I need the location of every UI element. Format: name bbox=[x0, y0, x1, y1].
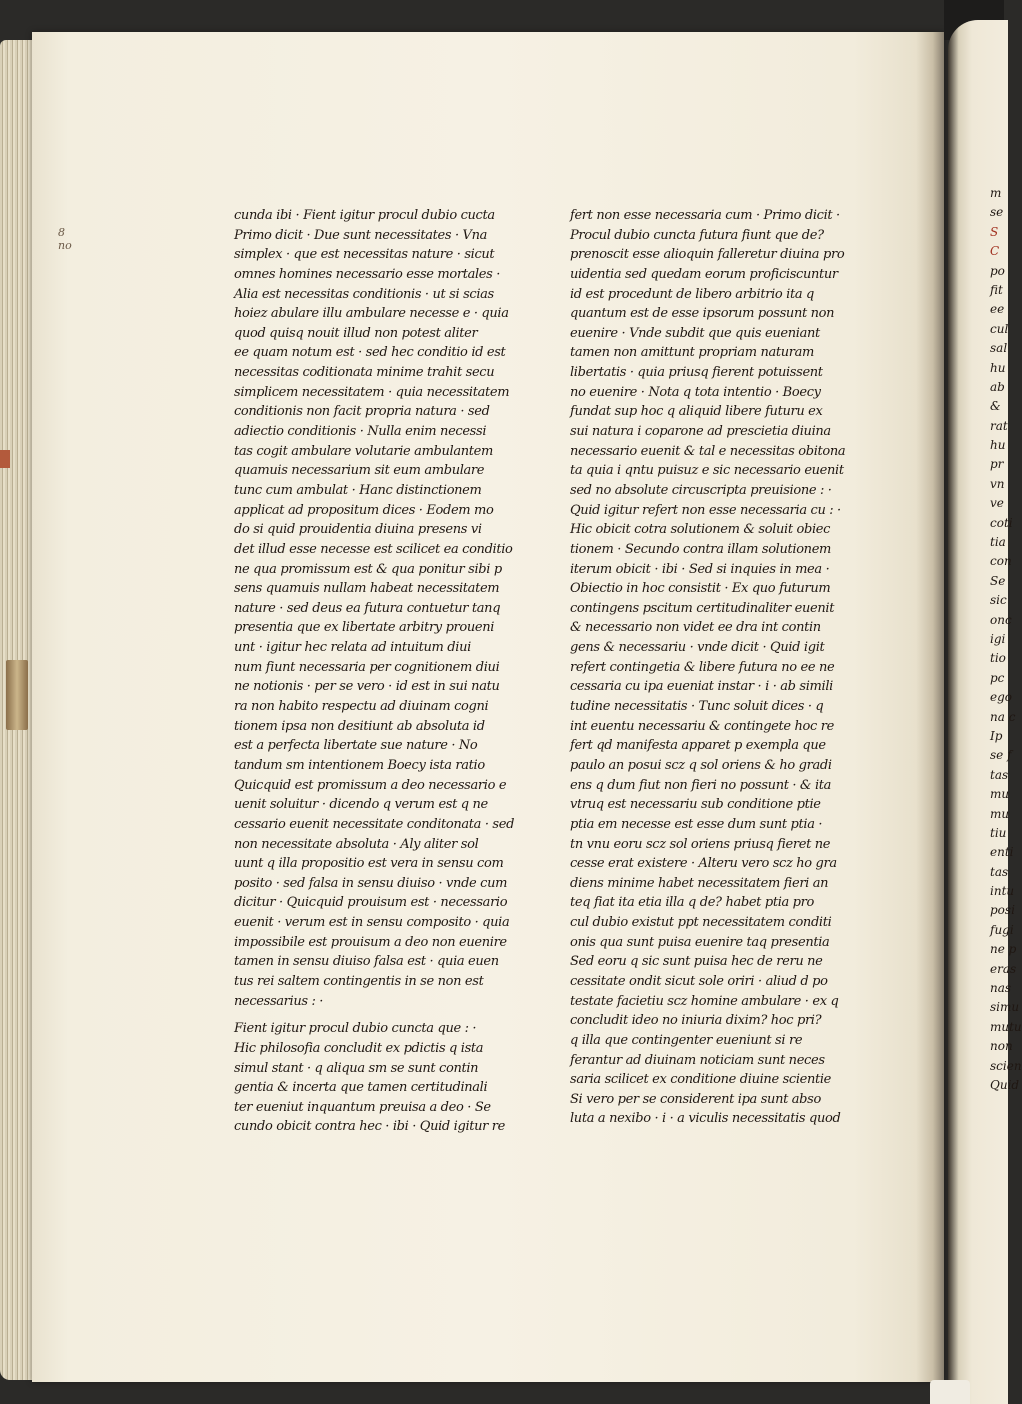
leather-strap bbox=[6, 660, 28, 730]
text-line: impossibile est prouisum a deo non euenire bbox=[234, 934, 507, 950]
text-line: diens minime habet necessitatem fieri an bbox=[570, 875, 829, 891]
facing-page-fragment: tia bbox=[990, 535, 1006, 550]
text-line: cessario euenit necessitate conditonata · sed bbox=[234, 816, 515, 832]
facing-page-fragment: se f bbox=[990, 748, 1012, 763]
facing-page-fragment: onc bbox=[990, 612, 1012, 627]
text-line: cessitate ondit sicut sole oriri · aliud d po bbox=[570, 973, 828, 989]
facing-page-fragment: simu bbox=[990, 1000, 1020, 1015]
text-line: libertatis · quia priusq fierent potuissent bbox=[570, 365, 823, 381]
text-line: gentia & incerta que tamen certitudinali bbox=[234, 1080, 488, 1096]
facing-page-fragment: tas bbox=[990, 767, 1009, 782]
facing-page-fragment: tio bbox=[990, 651, 1006, 666]
text-line: quamuis necessarium sit eum ambulare bbox=[234, 463, 485, 479]
facing-page-fragment: pr bbox=[990, 457, 1004, 472]
text-line: euenire · Vnde subdit que quis eueniant bbox=[570, 325, 820, 341]
page-gutter bbox=[916, 32, 944, 1382]
facing-page-fragment: vn bbox=[990, 476, 1005, 491]
facing-page-fragment: intu bbox=[990, 884, 1015, 899]
facing-page-fragment: fit bbox=[990, 282, 1003, 297]
facing-page-fragment: mutu bbox=[990, 1019, 1022, 1034]
facing-page-fragment: ego bbox=[990, 690, 1013, 705]
text-line: omnes homines necessario esse mortales · bbox=[234, 266, 501, 282]
text-line: cessaria cu ipa eueniat instar · i · ab simili bbox=[570, 679, 833, 695]
text-line: no euenire · Nota q tota intentio · Boecy bbox=[570, 384, 821, 400]
facing-page-fragment: posi bbox=[990, 903, 1015, 918]
text-line: quantum est de esse ipsorum possunt non bbox=[570, 306, 835, 322]
text-line: cesse erat existere · Alteru vero scz ho gra bbox=[570, 856, 837, 872]
facing-page-fragment: sic bbox=[990, 593, 1007, 608]
text-line: presentia que ex libertate arbitry proueni bbox=[234, 620, 495, 636]
facing-page-fragment: con bbox=[990, 554, 1012, 569]
text-line: quod quisq nouit illud non potest aliter bbox=[234, 325, 478, 341]
text-line: paulo an posui scz q sol oriens & ho gradi bbox=[570, 757, 832, 773]
facing-page-fragment: non bbox=[990, 1039, 1013, 1054]
text-line: saria scilicet ex conditione diuine scientie bbox=[570, 1072, 832, 1088]
page-corner-tab bbox=[930, 1380, 970, 1404]
facing-page-fragment: coti bbox=[990, 515, 1013, 530]
text-line: gens & necessariu · vnde dicit · Quid igit bbox=[570, 640, 825, 656]
text-line: int euentu necessariu & contingete hoc re bbox=[570, 718, 834, 734]
facing-page-fragment: fugi bbox=[990, 922, 1014, 937]
text-line: Hic obicit cotra solutionem & soluit obiec bbox=[570, 522, 831, 538]
text-line: tunc cum ambulat · Hanc distinctionem bbox=[234, 482, 482, 498]
text-line: teq fiat ita etia illa q de? habet ptia pro bbox=[570, 895, 814, 911]
text-line: non necessitate absoluta · Aly aliter sol bbox=[234, 836, 479, 852]
facing-page-fragment: ne p bbox=[990, 942, 1017, 957]
facing-page-fragment: & bbox=[990, 399, 1001, 414]
text-line: ferantur ad diuinam noticiam sunt neces bbox=[570, 1052, 825, 1068]
paragraph-gap bbox=[234, 1011, 524, 1019]
text-line: cul dubio existut ppt necessitatem conditi bbox=[570, 915, 832, 931]
facing-page-fragment: na c bbox=[990, 709, 1016, 724]
facing-page-fragment: se bbox=[990, 205, 1004, 220]
text-line: uidentia sed quedam eorum proficiscuntur bbox=[570, 266, 838, 282]
text-line: q illa que contingenter eueniunt si re bbox=[570, 1032, 803, 1048]
facing-page-fragment: scien bbox=[990, 1058, 1022, 1073]
text-line: sens quamuis nullam habeat necessitatem bbox=[234, 581, 500, 597]
text-line: testate facietiu scz homine ambulare · ex q bbox=[570, 993, 839, 1009]
facing-page-fragment: po bbox=[990, 263, 1005, 278]
facing-page-text bbox=[990, 184, 1022, 1095]
facing-page-fragment: hu bbox=[990, 438, 1006, 453]
text-line: Alia est necessitas conditionis · ut si scias bbox=[234, 286, 494, 302]
facing-page-fragment: mu bbox=[990, 787, 1010, 802]
text-line: ne qua promissum est & qua ponitur sibi p bbox=[234, 561, 502, 577]
text-line: simul stant · q aliqua sm se sunt contin bbox=[234, 1060, 479, 1076]
facing-page-fragment: rat bbox=[990, 418, 1008, 433]
facing-page-fragment: tiu bbox=[990, 825, 1007, 840]
text-line: id est procedunt de libero arbitrio ita q bbox=[570, 286, 814, 302]
text-line: refert contingetia & libere futura no ee ne bbox=[570, 659, 835, 675]
text-line: est a perfecta libertate sue nature · No bbox=[234, 738, 478, 754]
text-line: Fient igitur procul dubio cuncta que : · bbox=[234, 1021, 477, 1037]
text-column-right bbox=[570, 206, 856, 1129]
text-line: uenit soluitur · dicendo q verum est q ne bbox=[234, 797, 488, 813]
text-line: necessario euenit & tal e necessitas obitona bbox=[570, 443, 846, 459]
text-line: Quid igitur refert non esse necessaria cu : · bbox=[570, 502, 841, 518]
margin-note-line: no bbox=[58, 239, 72, 252]
facing-page-fragment: sal bbox=[990, 341, 1008, 356]
text-line: do si quid prouidentia diuina presens vi bbox=[234, 522, 482, 538]
facing-page-fragment: ve bbox=[990, 496, 1004, 511]
text-line: simplicem necessitatem · quia necessitatem bbox=[234, 384, 510, 400]
facing-page-fragment: cul bbox=[990, 321, 1009, 336]
text-column-left bbox=[234, 206, 524, 1137]
text-line: Primo dicit · Due sunt necessitates · Vna bbox=[234, 227, 488, 243]
text-line: necessarius : · bbox=[234, 993, 324, 1009]
text-line: tionem · Secundo contra illam solutionem bbox=[570, 541, 832, 557]
text-line: num fiunt necessaria per cognitionem diui bbox=[234, 659, 500, 675]
text-line: onis qua sunt puisa euenire taq presentia bbox=[570, 934, 830, 950]
text-line: sui natura i coparone ad prescietia diuina bbox=[570, 424, 831, 440]
facing-page-fragment: Se bbox=[990, 573, 1006, 588]
text-line: unt · igitur hec relata ad intuitum diui bbox=[234, 640, 471, 656]
text-line: tudine necessitatis · Tunc soluit dices · q bbox=[570, 699, 824, 715]
text-line: fert non esse necessaria cum · Primo dicit · bbox=[570, 208, 840, 223]
text-line: Sed eoru q sic sunt puisa hec de reru ne bbox=[570, 954, 823, 970]
facing-page-fragment: pc bbox=[990, 670, 1005, 685]
margin-note bbox=[58, 226, 88, 252]
text-line: ra non habito respectu ad diuinam cogni bbox=[234, 699, 489, 715]
text-line: ne notionis · per se vero · id est in sui natu bbox=[234, 679, 500, 695]
text-line: ens q dum fiut non fieri no possunt · & ita bbox=[570, 777, 832, 793]
text-line: cundo obicit contra hec · ibi · Quid igitur re bbox=[234, 1119, 506, 1135]
text-line: Si vero per se considerent ipa sunt abso bbox=[570, 1091, 821, 1107]
text-line: applicat ad propositum dices · Eodem mo bbox=[234, 502, 494, 518]
text-line: Hic philosofia concludit ex pdictis q ista bbox=[234, 1040, 484, 1056]
text-line: euenit · verum est in sensu composito · quia bbox=[234, 915, 510, 931]
text-line: Quicquid est promissum a deo necessario e bbox=[234, 777, 507, 793]
facing-page-fragment: ab bbox=[990, 379, 1005, 394]
text-line: contingens pscitum certitudinaliter euenit bbox=[570, 600, 835, 616]
text-line: Obiectio in hoc consistit · Ex quo futurum bbox=[570, 581, 831, 597]
facing-page-fragment: ee bbox=[990, 302, 1005, 317]
text-line: Procul dubio cuncta futura fiunt que de? bbox=[570, 227, 824, 243]
red-page-tab bbox=[0, 450, 10, 468]
facing-page-fragment: C bbox=[990, 244, 1000, 259]
text-line: simplex · que est necessitas nature · sicut bbox=[234, 247, 495, 263]
text-line: ee quam notum est · sed hec conditio id est bbox=[234, 345, 506, 361]
text-line: tionem ipsa non desitiunt ab absoluta id bbox=[234, 718, 485, 734]
facing-page-fragment: eras bbox=[990, 961, 1017, 976]
text-line: sed no absolute circuscripta preuisione : · bbox=[570, 482, 832, 498]
facing-page-fragment: Quid bbox=[990, 1077, 1020, 1092]
margin-note-line: 8 bbox=[58, 226, 65, 239]
text-line: tn vnu eoru scz sol oriens priusq fieret ne bbox=[570, 836, 831, 852]
text-line: tus rei saltem contingentis in se non est bbox=[234, 973, 484, 989]
text-line: cunda ibi · Fient igitur procul dubio cucta bbox=[234, 208, 495, 223]
text-line: ta quia i qntu puisuz e sic necessario euenit bbox=[570, 463, 844, 479]
facing-page-fragment: mu bbox=[990, 806, 1010, 821]
text-line: det illud esse necesse est scilicet ea conditio bbox=[234, 541, 513, 557]
text-line: hoiez abulare illu ambulare necesse e · quia bbox=[234, 306, 509, 322]
text-line: posito · sed falsa in sensu diuiso · vnde cum bbox=[234, 875, 508, 891]
text-line: prenoscit esse alioquin falleretur diuina pro bbox=[570, 247, 845, 263]
text-line: vtruq est necessariu sub conditione ptie bbox=[570, 797, 821, 813]
text-line: tamen in sensu diuiso falsa est · quia euen bbox=[234, 954, 499, 970]
text-line: ter eueniut inquantum preuisa a deo · Se bbox=[234, 1099, 491, 1115]
text-line: uunt q illa propositio est vera in sensu com bbox=[234, 856, 504, 872]
facing-page-fragment: enti bbox=[990, 845, 1014, 860]
text-line: tas cogit ambulare volutarie ambulantem bbox=[234, 443, 493, 459]
text-line: & necessario non videt ee dra int contin bbox=[570, 620, 821, 636]
facing-page-fragment: S bbox=[990, 224, 999, 239]
text-line: fert qd manifesta apparet p exempla que bbox=[570, 738, 826, 754]
facing-page-fragment: igi bbox=[990, 631, 1006, 646]
text-line: tamen non amittunt propriam naturam bbox=[570, 345, 815, 361]
text-line: dicitur · Quicquid prouisum est · necessario bbox=[234, 895, 508, 911]
text-line: luta a nexibo · i · a viculis necessitatis quod bbox=[570, 1111, 841, 1127]
facing-page-fragment: m bbox=[990, 186, 1002, 200]
text-line: conditionis non facit propria natura · sed bbox=[234, 404, 490, 420]
facing-page-fragment: tas bbox=[990, 864, 1009, 879]
text-line: ptia em necesse est esse dum sunt ptia · bbox=[570, 816, 823, 832]
facing-page-fragment: hu bbox=[990, 360, 1006, 375]
text-line: nature · sed deus ea futura contuetur tanq bbox=[234, 600, 501, 616]
text-line: adiectio conditionis · Nulla enim necessi bbox=[234, 424, 487, 440]
text-line: iterum obicit · ibi · Sed si inquies in mea · bbox=[570, 561, 830, 577]
text-line: fundat sup hoc q aliquid libere futuru ex bbox=[570, 404, 823, 420]
text-line: concludit ideo no iniuria dixim? hoc pri? bbox=[570, 1013, 822, 1029]
text-line: tandum sm intentionem Boecy ista ratio bbox=[234, 757, 485, 773]
facing-page-fragment: nas bbox=[990, 981, 1012, 996]
text-line: necessitas coditionata minime trahit secu bbox=[234, 365, 495, 381]
facing-page-fragment: Ip bbox=[990, 728, 1003, 743]
